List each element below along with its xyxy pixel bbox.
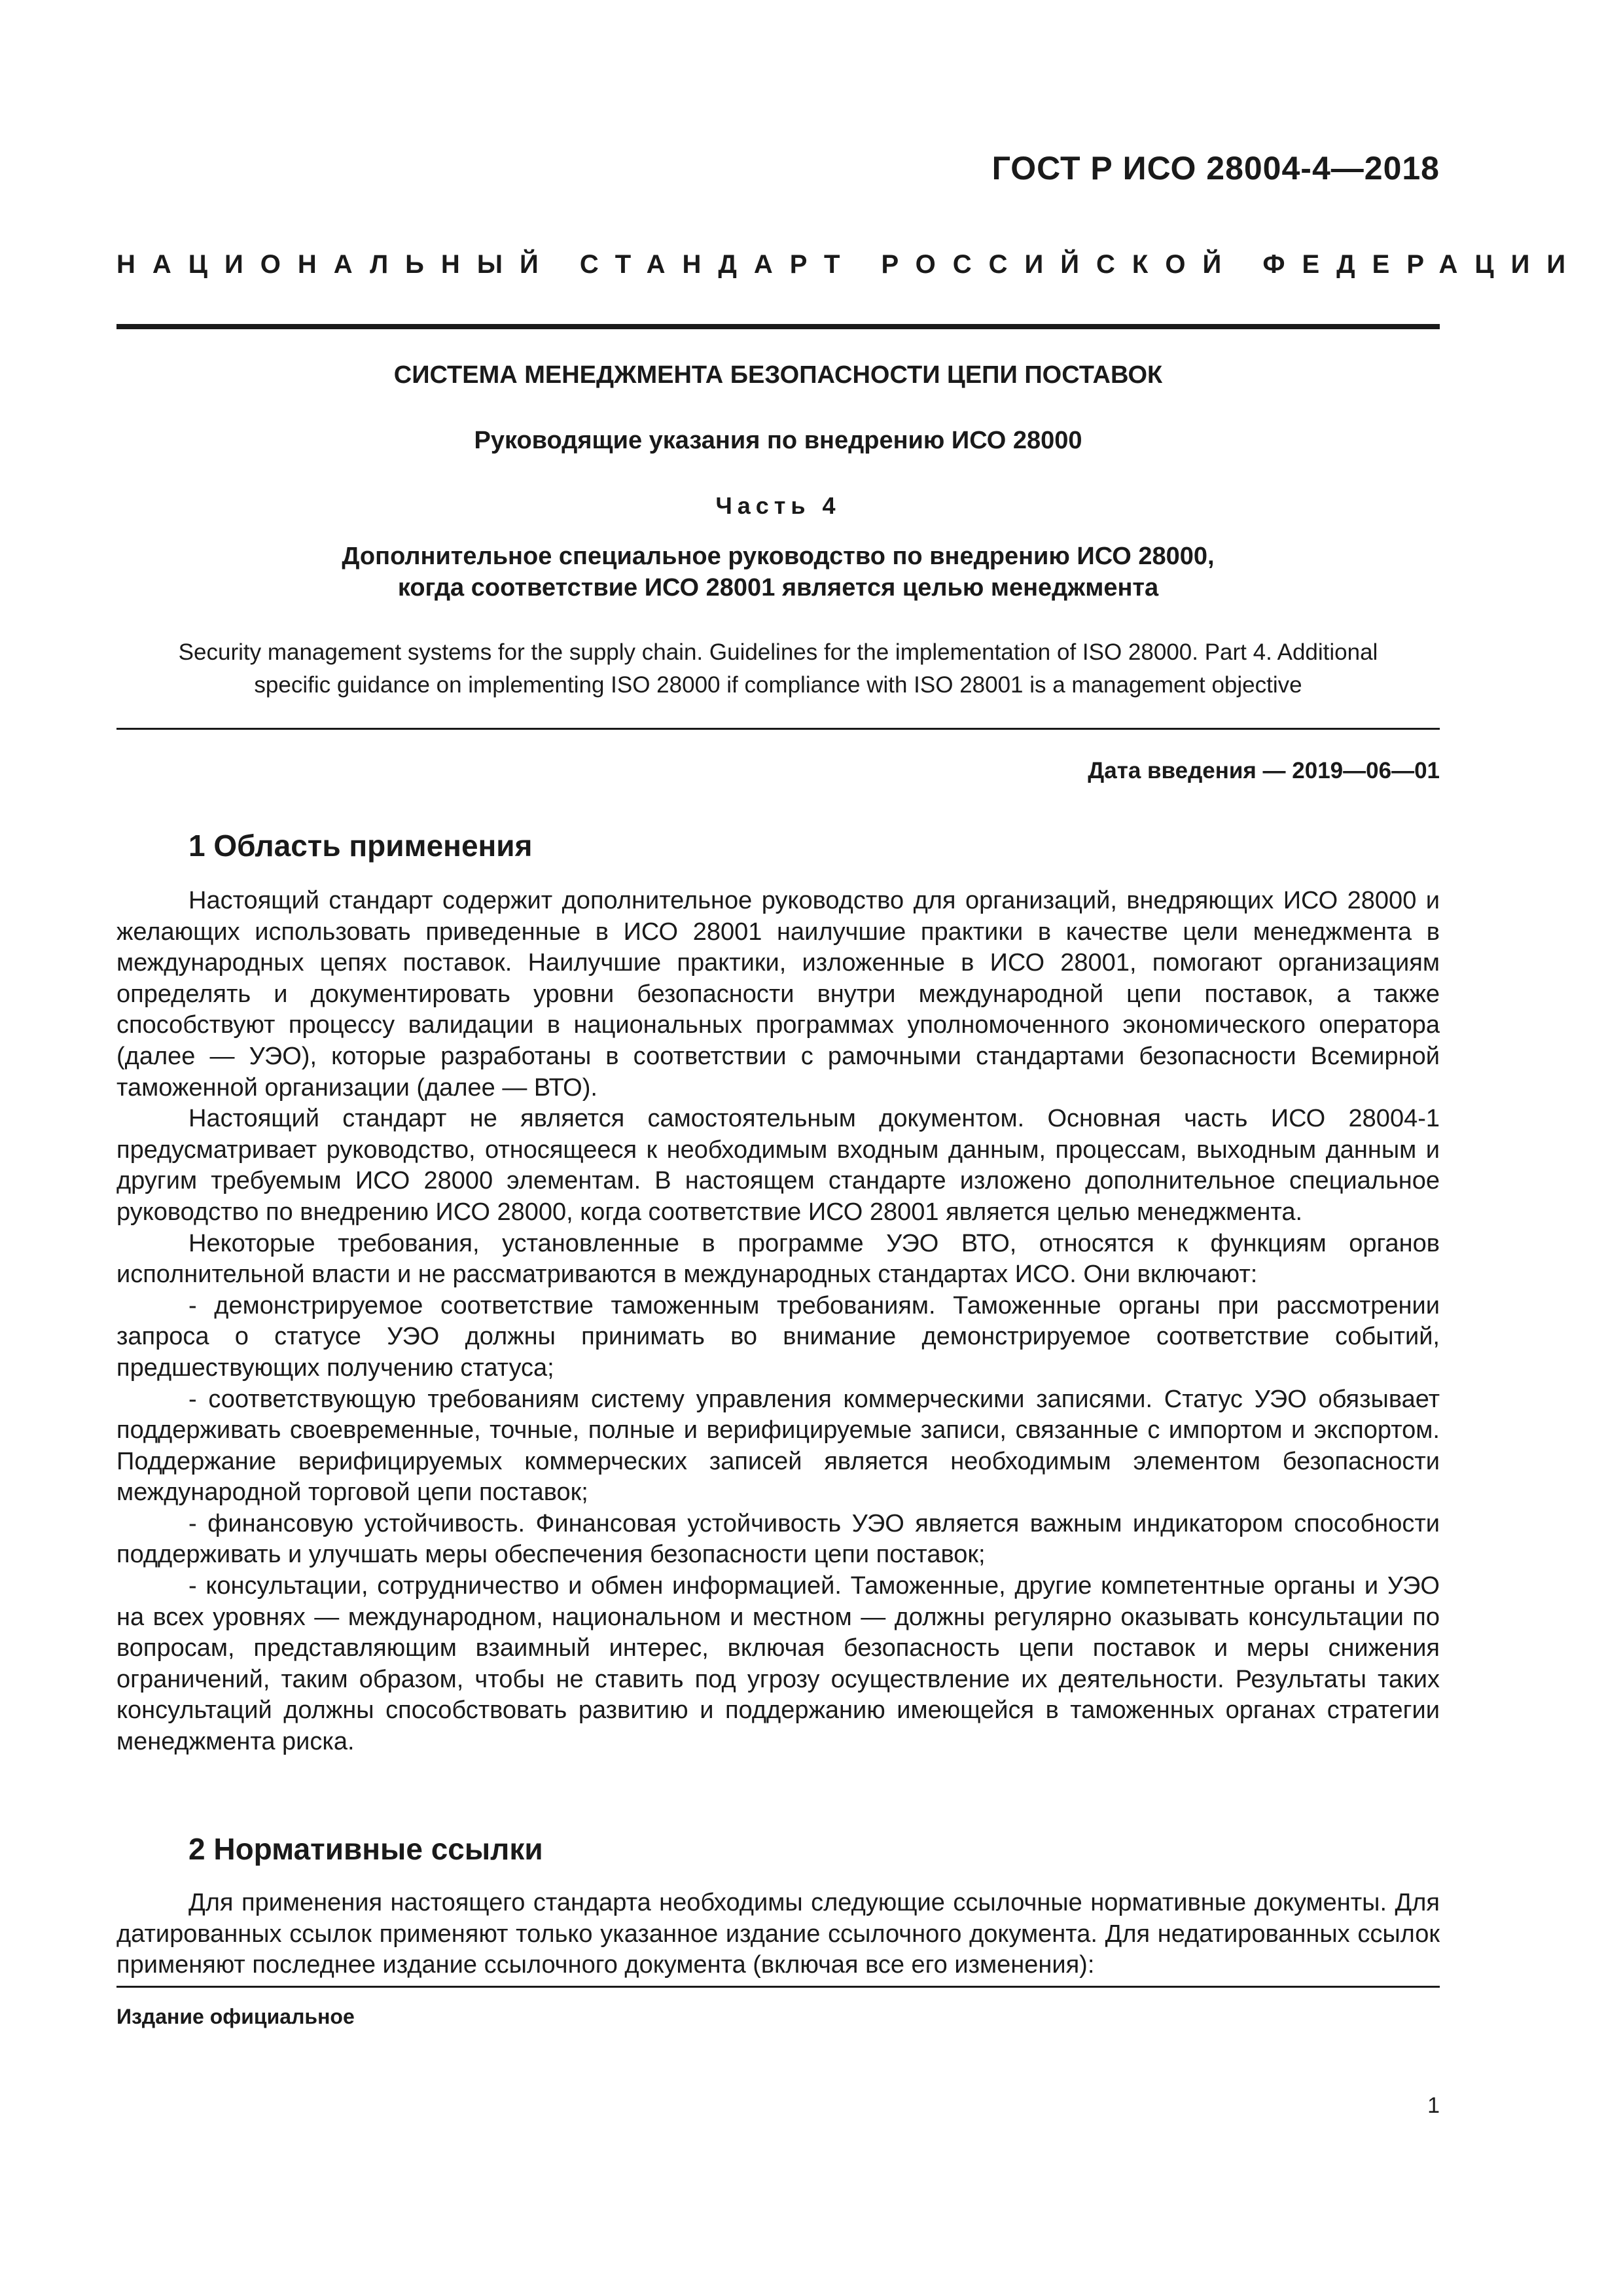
paragraph: Настоящий стандарт содержит дополнительное руководство для организаций, внедряющих ИСО 28000 и желающих использовать приведенные в ИСО 28001 наилучшие практики в качестве цели менеджмента в международных цепях поставок. Наилучшие практики, изложенные в ИСО 28001, помогают организациям определять и документировать уровни безопасности внутри международной цепи поставок, а также способствуют процессу валидации в национальных программах уполномоченного экономического оператора (далее — УЭО), которые разработаны в соответствии с рамочными стандартами безопасности Всемирной таможенной организации (далее — ВТО). (116, 887, 1440, 1102)
section-1-heading: 1 Область применения (188, 829, 533, 863)
document-part: Часть 4 (715, 492, 841, 519)
document-title: СИСТЕМА МЕНЕДЖМЕНТА БЕЗОПАСНОСТИ ЦЕПИ ПОСТАВОК (393, 361, 1163, 389)
page-number: 1 (1427, 2093, 1440, 2118)
document-description (116, 541, 1440, 603)
section-2-heading: 2 Нормативные ссылки (188, 1832, 543, 1866)
list-item: - демонстрируемое соответствие таможенным требованиям. Таможенные органы при рассмотрении запроса о статусе УЭО должны принимать во внимание демонстрируемое соответствие событий, предшествующих получению статуса; (116, 1291, 1440, 1382)
list-item: - консультации, сотрудничество и обмен информацией. Таможенные, другие компетентные органы и УЭО на всех уровнях — международном, национальном и местном — должны регулярно оказывать консультации по вопросам, представляющим взаимный интерес, включая безопасность цепи поставок и меры снижения ограничений, таким образом, чтобы не ставить под угрозу осуществление их деятельности. Результаты таких консультаций должны способствовать развитию и поддержанию имеющейся в таможенных органах стратегии менеджмента риска. (116, 1572, 1440, 1756)
footer-divider (116, 1986, 1440, 1988)
list-item: - соответствующую требованиям систему управления коммерческими записями. Статус УЭО обязывает поддерживать своевременные, точные, полные и верифицируемые записи, связанные с импортом и экспортом. Поддержание верифицируемых коммерческих записей является необходимым элементом безопасности международной торговой цепи поставок; (116, 1385, 1440, 1507)
document-page (116, 0, 1583, 2296)
english-title-line: Security management systems for the supply chain. Guidelines for the implementation of ISO 28000. Part 4. Additional (178, 639, 1378, 665)
description-line: когда соответствие ИСО 28001 является целью менеджмента (397, 574, 1159, 601)
national-standard-banner: НАЦИОНАЛЬНЫЙ СТАНДАРТ РОССИЙСКОЙ ФЕДЕРАЦИИ (116, 250, 1583, 279)
paragraph: Некоторые требования, установленные в программе УЭО ВТО, относятся к функциям органов исполнительной власти и не рассматриваются в международных стандартах ИСО. Они включают: (116, 1229, 1440, 1289)
english-title (116, 636, 1440, 702)
description-line: Дополнительное специальное руководство по внедрению ИСО 28000, (342, 543, 1215, 570)
official-edition-label: Издание официальное (116, 2005, 355, 2028)
section-1-body (116, 886, 1440, 1758)
paragraph: Для применения настоящего стандарта необходимы следующие ссылочные нормативные документы. Для датированных ссылок применяют только указанное издание ссылочного документа. Для недатированных ссылок применяют последнее издание ссылочного документа (включая все его изменения): (116, 1889, 1440, 1979)
paragraph: Настоящий стандарт не является самостоятельным документом. Основная часть ИСО 28004-1 предусматривает руководство, относящееся к необходимым входным данным, процессам, выходным данным и другим требуемым ИСО 28000 элементам. В настоящем стандарте изложено дополнительное специальное руководство по внедрению ИСО 28000, когда соответствие ИСО 28001 является целью менеджмента. (116, 1105, 1440, 1226)
document-subtitle: Руководящие указания по внедрению ИСО 28000 (474, 427, 1082, 454)
section-2-body (116, 1888, 1440, 1981)
standard-number: ГОСТ Р ИСО 28004-4—2018 (991, 150, 1440, 187)
date-of-introduction: Дата введения — 2019—06—01 (1088, 758, 1440, 783)
header-divider (116, 324, 1440, 329)
title-divider (116, 728, 1440, 730)
english-title-line: specific guidance on implementing ISO 28000 if compliance with ISO 28001 is a management objective (254, 672, 1302, 698)
list-item: - финансовую устойчивость. Финансовая устойчивость УЭО является важным индикатором способности поддерживать и улучшать меры обеспечения безопасности цепи поставок; (116, 1509, 1440, 1569)
